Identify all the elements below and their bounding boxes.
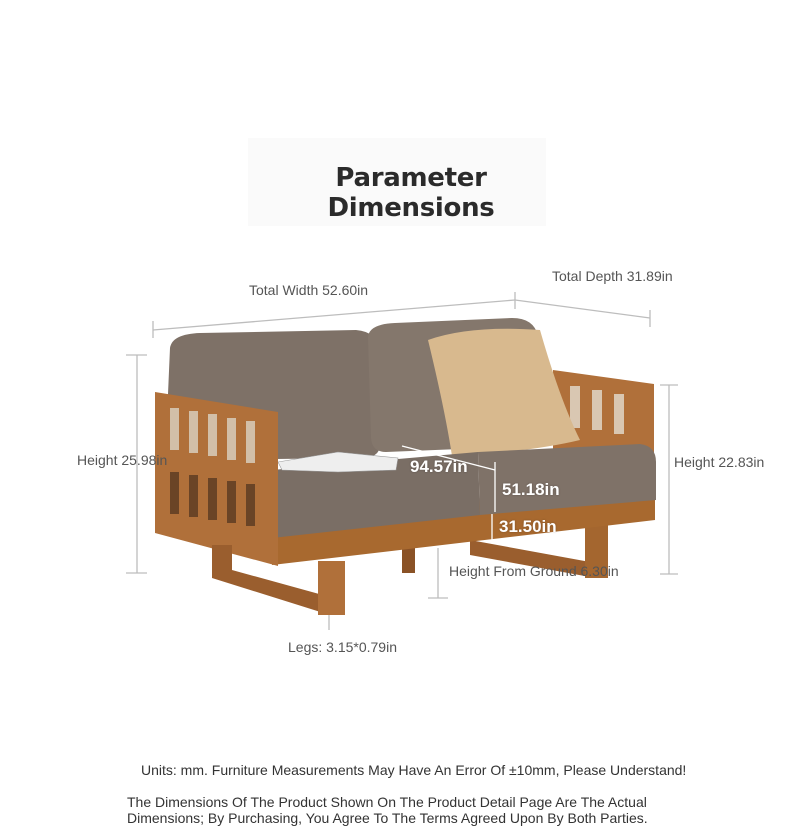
height-left-label: Height 25.98in	[77, 452, 168, 468]
left-arm-gap	[170, 408, 179, 450]
total-depth-label: Total Depth 31.89in	[552, 268, 673, 284]
right-arm-gap	[592, 390, 602, 430]
seat-depth-label: 51.18in	[502, 480, 560, 499]
height-right-label: Height 22.83in	[674, 454, 765, 470]
left-arm-gap	[208, 414, 217, 456]
left-arm-gap	[227, 481, 236, 523]
left-arm-gap	[227, 418, 236, 460]
total-width-label: Total Width 52.60in	[249, 282, 369, 298]
left-arm-gap	[189, 411, 198, 453]
legs-label: Legs: 3.15*0.79in	[288, 639, 397, 655]
left-arm-gap	[246, 484, 255, 526]
disclaimer-note: The Dimensions Of The Product Shown On The Product Detail Page Are The Actual Dimensions; By Purchasing, You Agree To The Terms Agreed Upon By Both Parties.	[127, 794, 648, 826]
right-arm-gap	[614, 394, 624, 434]
seat-length-label: 94.57in	[410, 457, 468, 476]
left-arm-gap	[189, 475, 198, 517]
units-note: Units: mm. Furniture Measurements May Have An Error Of ±10mm, Please Understand!	[141, 762, 687, 778]
total-depth-line	[515, 300, 650, 318]
fluffy-pillow	[428, 329, 580, 456]
seat-height-label: 31.50in	[499, 517, 557, 536]
left-arm-gap	[246, 421, 255, 463]
front-leg	[318, 561, 345, 615]
left-arm-gap	[208, 478, 217, 520]
left-arm-gap	[170, 472, 179, 514]
ground-height-label: Height From Ground 6.30in	[449, 563, 619, 579]
page-title: Parameter Dimensions	[327, 163, 495, 223]
